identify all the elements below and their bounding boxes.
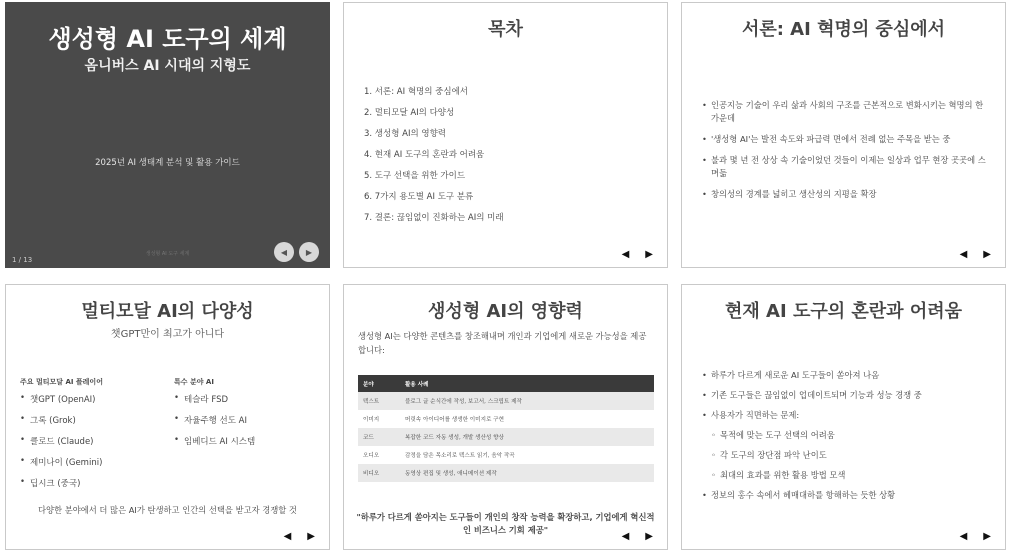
next-slide-button[interactable]: ▶ (645, 249, 653, 260)
chevron-right-icon: ▶ (305, 247, 313, 257)
bullet-list (702, 369, 991, 509)
prev-slide-button[interactable]: ◀ (621, 249, 630, 260)
slide-title: 서론: AI 혁명의 중심에서 (741, 19, 946, 40)
list-item: • 딥시크 (중국) (20, 477, 103, 498)
table-cell: 비디오 (363, 471, 380, 477)
column-header: 활용 사례 (400, 375, 654, 392)
slide-title: 현재 AI 도구의 혼란과 어려움 (725, 301, 962, 322)
slide-thumbnail-4[interactable] (5, 284, 330, 550)
next-slide-button[interactable]: ▶ (307, 531, 315, 542)
table-cell: 동영상 편집 및 생성, 애니메이션 제작 (405, 471, 497, 477)
slide-footer-text: 다양한 분야에서 더 많은 AI가 탄생하고 인간의 선택을 받고자 경쟁할 것 (38, 505, 297, 515)
faint-caption: 생성형 AI 도구 세계 (145, 251, 190, 257)
special-ai-column (174, 377, 255, 456)
slide-thumbnail-1[interactable] (5, 2, 330, 268)
usecase-table (358, 375, 654, 482)
slide-navigation (960, 249, 991, 261)
slide-thumbnail-2[interactable] (343, 2, 668, 268)
table-row (358, 428, 654, 446)
slide-thumbnail-6[interactable] (681, 284, 1006, 550)
bullet-list (702, 99, 991, 209)
slide-navigation (284, 531, 315, 543)
toc-item: 6. 7가지 용도별 AI 도구 분류 (364, 192, 474, 202)
slide-description: 2025년 AI 생태계 분석 및 활용 가이드 (95, 158, 240, 168)
column-heading: 특수 분야 AI (174, 378, 214, 386)
toc-item: 5. 도구 선택을 위한 가이드 (364, 171, 466, 181)
table-cell: 오디오 (363, 453, 380, 459)
bullet-item: • '생성형 AI'는 발전 속도와 파급력 면에서 전례 없는 주목을 받는 중 (702, 133, 991, 146)
next-slide-button[interactable]: ▶ (983, 249, 991, 260)
bullet-item: • 창의성의 경계를 넓히고 생산성의 지평을 확장 (702, 188, 991, 201)
toc-item: 4. 현재 AI 도구의 혼란과 어려움 (364, 150, 485, 160)
bullet-item: • 기존 도구들은 끊임없이 업데이트되며 기능과 성능 경쟁 중 (702, 389, 991, 402)
toc-item: 1. 서론: AI 혁명의 중심에서 (364, 87, 469, 97)
table-cell: 이미지 (363, 417, 380, 423)
list-item: • 그록 (Grok) (20, 414, 103, 435)
slide-thumbnail-5[interactable] (343, 284, 668, 550)
table-cell: 블로그 글 순식간에 작성, 보고서, 스크립트 제작 (405, 399, 522, 405)
slide-thumbnail-3[interactable] (681, 2, 1006, 268)
list-item: • 클로드 (Claude) (20, 435, 103, 456)
prev-slide-button[interactable] (274, 242, 294, 262)
bullet-item: • 정보의 홍수 속에서 헤매대하를 항해하는 듯한 상황 (702, 489, 991, 502)
table-cell: 머릿속 아이디어를 생생한 이미지로 구현 (405, 417, 504, 423)
slide-title: 목차 (488, 19, 523, 40)
next-slide-button[interactable]: ▶ (645, 531, 653, 542)
page-number: 1 / 13 (12, 256, 33, 264)
slide-navigation (274, 242, 319, 262)
sub-bullet-item: ◦ 각 도구의 장단점 파악 난이도 (702, 449, 991, 462)
bullet-item: • 불과 몇 년 전 상상 속 기술이었던 것들이 이제는 일상과 업무 현장 곳곳에 스며듦 (702, 154, 991, 180)
players-column (20, 377, 103, 498)
slide-title: 생성형 AI 도구의 세계 (48, 25, 287, 53)
list-item: • 임베디드 AI 시스템 (174, 435, 255, 456)
bullet-item: • 인공지능 기술이 우리 삶과 사회의 구조를 근본적으로 변화시키는 혁명의 한가운데 (702, 99, 991, 125)
table-row (358, 446, 654, 464)
bullet-item: • 사용자가 직면하는 문제: (702, 409, 991, 422)
table-cell: 감정을 담은 목소리로 텍스트 읽기, 음악 작곡 (405, 453, 515, 459)
toc-item: 2. 멀티모달 AI의 다양성 (364, 108, 455, 118)
table-row (358, 392, 654, 410)
list-item: • 챗GPT (OpenAI) (20, 393, 103, 414)
list-item: • 제미나이 (Gemini) (20, 456, 103, 477)
table-row (358, 410, 654, 428)
slide-navigation (622, 249, 653, 261)
list-item: • 자율주행 선도 AI (174, 414, 255, 435)
prev-slide-button[interactable]: ◀ (959, 531, 968, 542)
column-header: 분야 (358, 375, 400, 392)
slide-subtitle: 옴니버스 AI 시대의 지형도 (84, 58, 251, 74)
toc-list (364, 85, 504, 232)
table-header-row (358, 375, 654, 392)
prev-slide-button[interactable]: ◀ (959, 249, 968, 260)
bullet-item: • 하루가 다르게 새로운 AI 도구들이 쏟아져 나옴 (702, 369, 991, 382)
prev-slide-button[interactable]: ◀ (283, 531, 292, 542)
prev-slide-button[interactable]: ◀ (621, 531, 630, 542)
slide-title: 생성형 AI의 영향력 (428, 301, 583, 322)
next-slide-button[interactable] (299, 242, 319, 262)
column-heading: 주요 멀티모달 AI 플레이어 (20, 378, 103, 386)
next-slide-button[interactable]: ▶ (983, 531, 991, 542)
slide-quote: "하루가 다르게 쏟아지는 도구들이 개인의 창작 능력을 확장하고, 기업에게 혁신적인 비즈니스 기회 제공" (356, 512, 655, 535)
toc-item: 3. 생성형 AI의 영향력 (364, 129, 447, 139)
list-item: • 테슬라 FSD (174, 393, 255, 414)
slide-navigation (960, 531, 991, 543)
slide-title: 멀티모달 AI의 다양성 (81, 301, 254, 322)
slide-navigation (622, 531, 653, 543)
table-cell: 코드 (363, 435, 374, 441)
slide-subtitle: 챗GPT만이 최고가 아니다 (110, 329, 225, 340)
sub-bullet-item: ◦ 최대의 효과를 위한 활용 방법 모색 (702, 469, 991, 482)
toc-item: 7. 결론: 끊임없이 진화하는 AI의 미래 (364, 213, 504, 223)
table-cell: 텍스트 (363, 399, 380, 405)
table-row (358, 464, 654, 482)
sub-bullet-item: ◦ 목적에 맞는 도구 선택의 어려움 (702, 429, 991, 442)
table-cell: 복잡한 코드 자동 생성, 개발 생산성 향상 (405, 435, 504, 441)
slide-intro: 생성형 AI는 다양한 콘텐츠를 창조해내며 개인과 기업에게 새로운 가능성을 제공합니다: (358, 331, 647, 355)
chevron-left-icon: ◀ (280, 247, 288, 257)
